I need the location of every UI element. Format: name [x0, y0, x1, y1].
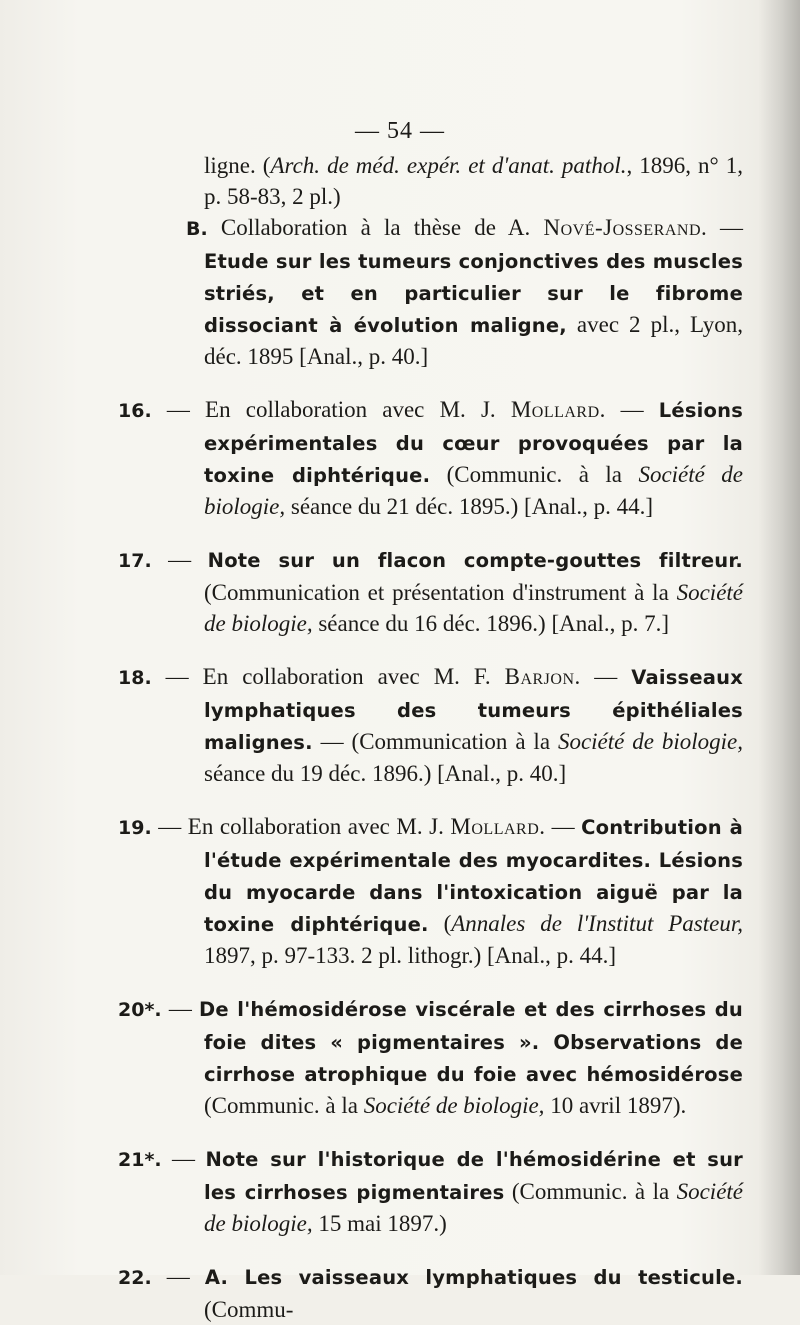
entry-post-b: séance du 16 déc. 1896.) [Anal., p. 7.]	[312, 611, 669, 636]
entry-mid: . —	[599, 397, 659, 422]
entry-b	[118, 212, 743, 372]
entry-number: 22.	[118, 1267, 152, 1289]
entry-journal: Société de biologie,	[204, 1179, 743, 1236]
entry-pre: —	[161, 996, 200, 1021]
entry-journal: Annales de l'Institut Pasteur,	[451, 911, 743, 936]
entry-b-author: Nové-Josserand	[543, 215, 702, 240]
bibliography-content	[118, 150, 743, 1325]
continuation-text-a: ligne. (	[204, 153, 271, 178]
entry-journal: Société de biologie,	[557, 729, 743, 754]
entry-journal: Société de biologie,	[204, 462, 744, 519]
continuation-paragraph	[118, 150, 743, 212]
entry-number: 19.	[118, 817, 152, 839]
entry-post-a: (Communic. à la	[430, 462, 639, 487]
entry-post-a: — (Communication à la	[312, 729, 558, 754]
entry-b-title: Etude sur les tumeurs conjonctives des muscles striés, et en particulier sur le fibrome dissociant à évolution maligne,	[204, 250, 743, 337]
entry-title: Lésions expérimentales du cœur provoquées par la toxine diphtérique.	[204, 399, 744, 487]
bibliography-entry	[118, 1261, 743, 1325]
entry-post-a: (Commu-	[204, 1297, 294, 1322]
spacer	[118, 971, 743, 993]
entry-pre: — En collaboration avec M. F.	[151, 664, 505, 689]
page-number: — 54 —	[355, 118, 445, 144]
entry-title: Vaisseaux lymphatiques des tumeurs épithéliales malignes.	[204, 666, 744, 754]
entry-post-b: 10 avril 1897).	[544, 1093, 687, 1118]
bibliography-entry	[118, 1143, 743, 1239]
entry-b-text-a: Collaboration à la thèse de A.	[220, 215, 544, 240]
spacer	[118, 522, 743, 544]
entry-number: 21*.	[118, 1149, 162, 1171]
entry-author: Mollard	[450, 814, 540, 839]
spacer	[118, 372, 743, 394]
spacer	[118, 1121, 743, 1143]
entry-mid: . —	[574, 664, 632, 689]
bibliography-entry	[118, 661, 743, 789]
entry-post-b: séance du 21 déc. 1895.) [Anal., p. 44.]	[285, 494, 654, 519]
entry-author: Mollard	[510, 397, 600, 422]
entries-list	[118, 394, 743, 1325]
entry-b-text-c: avec 2 pl., Lyon, déc. 1895 [Anal., p. 40.]	[204, 312, 743, 369]
entry-number: 18.	[118, 667, 152, 689]
entry-post-a: (Communic. à la	[204, 1093, 364, 1118]
bibliography-entry	[118, 993, 743, 1121]
entry-author: Barjon	[504, 664, 575, 689]
entry-pre: —	[161, 1146, 206, 1171]
spacer	[118, 1239, 743, 1261]
entry-pre: —	[151, 1264, 205, 1289]
entry-number: 16.	[118, 400, 152, 422]
entry-pre: —	[151, 547, 208, 572]
entry-journal: Société de biologie,	[363, 1093, 545, 1118]
entry-post-b: 1897, p. 97-133. 2 pl. lithogr.) [Anal., p. 44.]	[204, 943, 617, 968]
entry-title: Contribution à l'étude expérimentale des myocardites. Lésions du myocarde dans l'intoxication aiguë par la toxine diphtérique.	[204, 816, 743, 936]
entry-b-text-b: . —	[701, 215, 743, 240]
bibliography-entry	[118, 394, 743, 522]
continuation-text-b: , 1896, n° 1, p. 58-83, 2 pl.)	[204, 153, 743, 209]
entry-title: Note sur un flacon compte-gouttes filtreur.	[207, 549, 743, 572]
bibliography-entry	[118, 811, 743, 971]
entry-post-a: (Communic. à la	[504, 1179, 677, 1204]
spacer	[118, 789, 743, 811]
entry-post-a: (	[428, 911, 452, 936]
entry-number: 20*.	[118, 999, 162, 1021]
entry-post-b: séance du 19 déc. 1896.) [Anal., p. 40.]	[204, 761, 567, 786]
entry-post-a: (Communication et présentation d'instrument à la	[204, 580, 677, 605]
entry-journal: Société de biologie,	[204, 580, 743, 636]
page-edge-shadow	[758, 0, 800, 1275]
entry-title: De l'hémosidérose viscérale et des cirrhoses du foie dites « pigmentaires ». Observations de cirrhose atrophique du foie avec hémosidérose	[199, 998, 744, 1086]
entry-pre: — En collaboration avec M. J.	[151, 397, 511, 422]
entry-title: Note sur l'historique de l'hémosidérine et sur les cirrhoses pigmentaires	[204, 1148, 743, 1204]
entry-number: 17.	[118, 550, 152, 572]
continuation-journal: Arch. de méd. expér. et d'anat. pathol.	[270, 153, 627, 178]
bibliography-entry	[118, 544, 743, 639]
entry-mid: . —	[539, 814, 582, 839]
spacer	[118, 639, 743, 661]
entry-title: A. Les vaisseaux lymphatiques du testicule.	[204, 1266, 743, 1289]
entry-post-b: 15 mai 1897.)	[312, 1211, 447, 1236]
entry-b-label: B.	[186, 218, 208, 240]
entry-pre: — En collaboration avec M. J.	[151, 814, 451, 839]
